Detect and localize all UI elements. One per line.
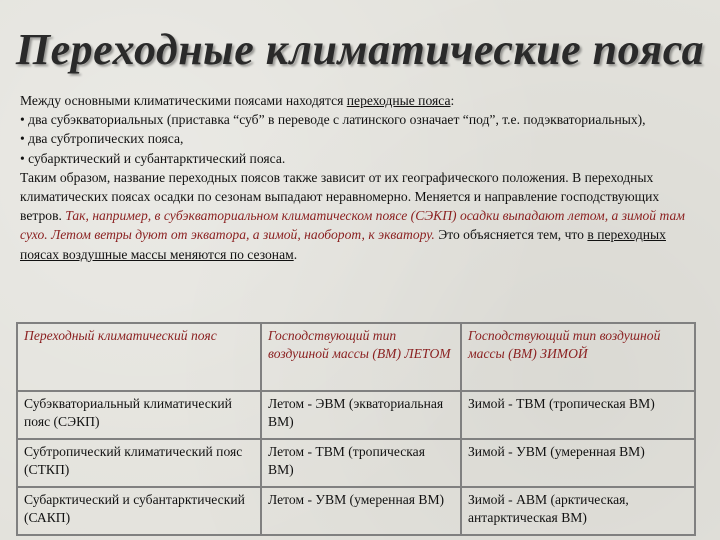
header-belt: Переходный климатический пояс (17, 323, 261, 391)
conclusion-underlined: в переходных поясах воздушные массы меняются по сезонам (20, 227, 666, 262)
bullet-subarctic: • субарктический и субантарктический пояса. (20, 150, 286, 166)
table-row (17, 487, 695, 535)
table-cell: Зимой - УВМ (умеренная ВМ) (461, 439, 695, 487)
intro-line (20, 91, 704, 110)
table-cell: Субтропический климатический пояс (СТКП) (17, 439, 261, 487)
bullet-subequatorial: • два субэкваториальных (приставка “суб” в переводе с латинского означает “под”, т.е. подэкваториальных), (20, 112, 646, 128)
intro-underlined: переходные пояса (346, 93, 451, 108)
example-text: Так, например, в субэкваториальном климатическом поясе (СЭКП) осадки выпадают летом, а зимой там сухо. Летом ветры дуют от экватора, а зимой, наоборот, к экватору. (20, 208, 685, 243)
explanation-paragraph (20, 168, 704, 264)
table-header-row (17, 323, 695, 391)
header-summer: Господствующий тип воздушной массы (ВМ) ЛЕТОМ (261, 323, 461, 391)
table-row (17, 391, 695, 439)
intro-text: Между основными климатическими поясами находятся (20, 93, 347, 108)
body-text (20, 91, 704, 264)
table-cell: Летом - ТВМ (тропическая ВМ) (261, 439, 461, 487)
table-cell: Летом - УВМ (умеренная ВМ) (261, 487, 461, 535)
explanation-tail: Это объясняется тем, что (434, 227, 588, 243)
header-winter: Господствующий тип воздушной массы (ВМ) ЗИМОЙ (461, 323, 695, 391)
table-cell: Зимой - АВМ (арктическая, антарктическая ВМ) (461, 487, 695, 535)
table-cell: Субэкваториальный климатический пояс (СЭКП) (17, 391, 261, 439)
bullet-subtropical: • два субтропических пояса, (20, 131, 184, 147)
explanation-end: . (293, 246, 298, 262)
table-cell: Субарктический и субантарктический (САКП) (17, 487, 261, 535)
slide-title: Переходные климатические пояса (15, 25, 705, 74)
intro-colon: : (450, 93, 455, 108)
table-row (17, 439, 695, 487)
explanation-text: Таким образом, название переходных поясов также зависит от их географического положения. В переходных климатических поясах осадки по сезонам выпадают неравномерно. Меняется и направление господствующих ветров. (20, 169, 660, 224)
table-cell: Зимой - ТВМ (тропическая ВМ) (461, 391, 695, 439)
table-cell: Летом - ЭВМ (экваториальная ВМ) (261, 391, 461, 439)
climate-belts-table (16, 322, 696, 536)
